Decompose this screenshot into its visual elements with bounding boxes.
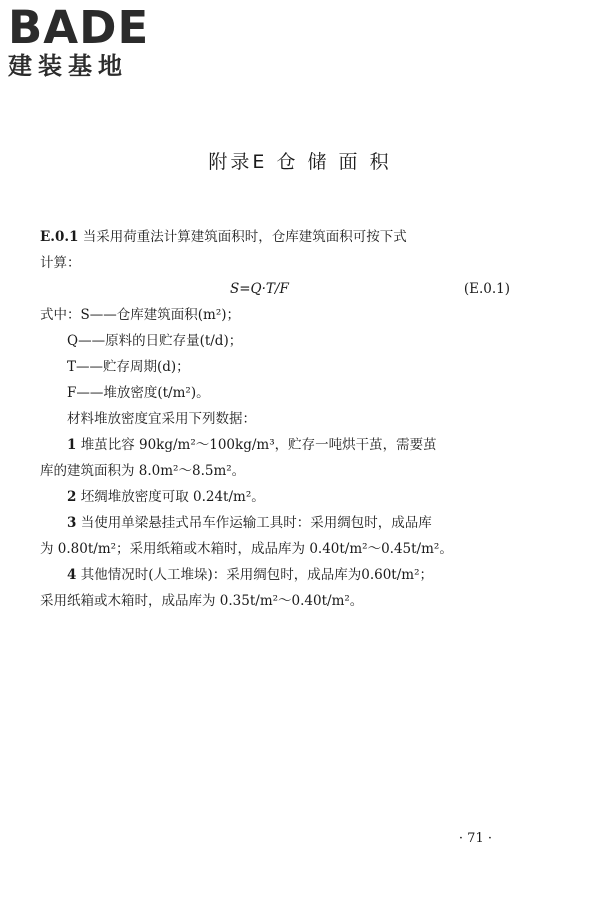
item-3-line-1 bbox=[40, 510, 510, 536]
item-number: 2 bbox=[67, 489, 77, 505]
item-text: 当使用单梁悬挂式吊车作运输工具时：采用绸包时，成品库 bbox=[80, 515, 432, 531]
formula: S=Q·T/F bbox=[230, 281, 289, 297]
page-number: · 71 · bbox=[458, 831, 492, 846]
item-4-line-1 bbox=[40, 562, 510, 588]
item-number: 4 bbox=[67, 567, 77, 583]
definition-t: T——贮存周期(d)； bbox=[67, 359, 190, 375]
definition-s: 式中：S——仓库建筑面积(m²)； bbox=[40, 307, 240, 323]
item-text: 坯绸堆放密度可取 0.24t/m²。 bbox=[80, 489, 265, 505]
definition-f: F——堆放密度(t/m²)。 bbox=[67, 385, 210, 401]
item-4-line-2: 采用纸箱或木箱时，成品库为 0.35t/m²～0.40t/m²。 bbox=[40, 593, 364, 609]
logo-subtitle: 建装基地 bbox=[8, 52, 128, 80]
clause-line-2: 计算： bbox=[40, 255, 81, 271]
item-text: 其他情况时(人工堆垛)：采用绸包时，成品库为0.60t/m²； bbox=[80, 567, 433, 583]
watermark-logo bbox=[8, 1, 178, 80]
clause-line-1 bbox=[40, 224, 510, 250]
formula-number: (E.0.1) bbox=[463, 281, 510, 297]
appendix-body bbox=[40, 224, 510, 614]
item-2-line-1 bbox=[40, 484, 510, 510]
item-text: 堆茧比容 90kg/m²～100kg/m³，贮存一吨烘干茧，需要茧 bbox=[80, 437, 437, 453]
density-intro: 材料堆放密度宜采用下列数据： bbox=[67, 411, 256, 427]
item-number: 1 bbox=[67, 437, 77, 453]
appendix-title: 附录E 仓 储 面 积 bbox=[208, 151, 392, 173]
item-1-line-2: 库的建筑面积为 8.0m²～8.5m²。 bbox=[40, 463, 246, 479]
formula-row bbox=[40, 276, 510, 302]
item-number: 3 bbox=[67, 515, 77, 531]
clause-text-1: 当采用荷重法计算建筑面积时，仓库建筑面积可按下式 bbox=[82, 229, 407, 245]
item-1-line-1 bbox=[40, 432, 510, 458]
item-3-line-2: 为 0.80t/m²；采用纸箱或木箱时，成品库为 0.40t/m²～0.45t/m²。 bbox=[40, 541, 453, 557]
definition-q: Q——原料的日贮存量(t/d)； bbox=[67, 333, 243, 349]
clause-id: E.0.1 bbox=[40, 229, 79, 245]
logo-word: BADE bbox=[8, 1, 150, 54]
